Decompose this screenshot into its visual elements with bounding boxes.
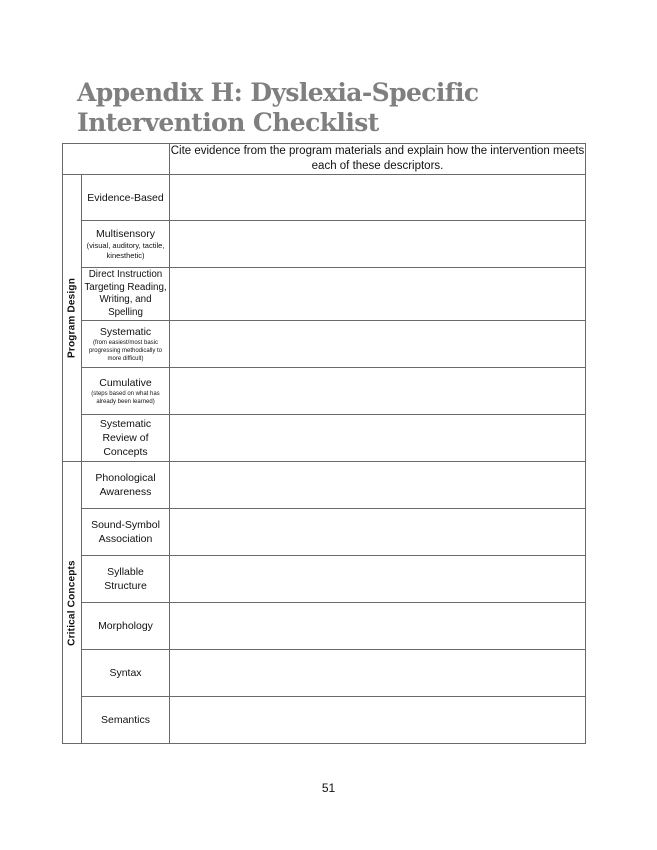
descriptor-phonological-awareness bbox=[82, 462, 170, 509]
descriptor-note: (steps based on what has already been learned) bbox=[91, 391, 160, 405]
descriptor-title: Semantics bbox=[100, 714, 151, 726]
descriptor-title: Multisensory bbox=[96, 228, 155, 240]
evidence-header: Cite evidence from the program materials and explain how the intervention meets each of these descriptors. bbox=[170, 144, 586, 175]
descriptor-title: Sound-Symbol Association bbox=[91, 519, 160, 545]
table-row bbox=[63, 462, 586, 509]
descriptor-title: Phonological Awareness bbox=[95, 472, 156, 498]
evidence-cell[interactable] bbox=[170, 175, 586, 221]
descriptor-systematic bbox=[82, 321, 170, 368]
descriptor-morphology bbox=[82, 603, 170, 650]
descriptor-title: Cumulative bbox=[99, 377, 152, 389]
group-label-critical-concepts: Critical Concepts bbox=[66, 559, 78, 646]
descriptor-sound-symbol bbox=[82, 509, 170, 556]
table-row bbox=[63, 603, 586, 650]
evidence-cell[interactable] bbox=[170, 462, 586, 509]
descriptor-note: (visual, auditory, tactile, kinesthetic) bbox=[86, 241, 165, 260]
descriptor-cumulative bbox=[82, 368, 170, 415]
evidence-cell[interactable] bbox=[170, 509, 586, 556]
evidence-cell[interactable] bbox=[170, 415, 586, 462]
page-number: 51 bbox=[321, 781, 336, 795]
group-cell-program-design bbox=[63, 175, 82, 462]
descriptor-title: Direct Instruction Targeting Reading, Writing, and Spelling bbox=[84, 269, 167, 318]
group-label-program-design: Program Design bbox=[66, 277, 78, 359]
evidence-cell[interactable] bbox=[170, 221, 586, 268]
descriptor-evidence-based bbox=[82, 175, 170, 221]
table-row bbox=[63, 221, 586, 268]
group-cell-critical-concepts bbox=[63, 462, 82, 744]
descriptor-syllable-structure bbox=[82, 556, 170, 603]
descriptor-syntax bbox=[82, 650, 170, 697]
table-row bbox=[63, 175, 586, 221]
descriptor-semantics bbox=[82, 697, 170, 744]
descriptor-direct-instruction bbox=[82, 268, 170, 321]
evidence-cell[interactable] bbox=[170, 268, 586, 321]
descriptor-title: Evidence-Based bbox=[87, 191, 164, 204]
table-row bbox=[63, 556, 586, 603]
evidence-cell[interactable] bbox=[170, 650, 586, 697]
page-title: Appendix H: Dyslexia-Specific Intervention Checklist bbox=[77, 78, 479, 137]
evidence-cell[interactable] bbox=[170, 368, 586, 415]
evidence-cell[interactable] bbox=[170, 603, 586, 650]
evidence-cell[interactable] bbox=[170, 697, 586, 744]
descriptor-multisensory bbox=[82, 221, 170, 268]
intervention-checklist-table bbox=[62, 143, 586, 744]
evidence-cell[interactable] bbox=[170, 556, 586, 603]
table-row bbox=[63, 650, 586, 697]
descriptor-note: (from easiest/most basic progressing methodically to more difficult) bbox=[88, 340, 163, 362]
descriptor-title: Systematic bbox=[99, 326, 152, 338]
header-empty-cell bbox=[63, 144, 170, 175]
table-row bbox=[63, 321, 586, 368]
header-row bbox=[63, 144, 586, 175]
table-row bbox=[63, 368, 586, 415]
descriptor-title: Syntax bbox=[109, 667, 142, 679]
descriptor-title: Syllable Structure bbox=[104, 566, 147, 592]
evidence-cell[interactable] bbox=[170, 321, 586, 368]
descriptor-systematic-review bbox=[82, 415, 170, 462]
descriptor-title: Systematic Review of Concepts bbox=[99, 418, 152, 458]
descriptor-title: Morphology bbox=[98, 620, 153, 632]
table-row bbox=[63, 697, 586, 744]
table-row bbox=[63, 268, 586, 321]
table-row bbox=[63, 509, 586, 556]
table-row bbox=[63, 415, 586, 462]
